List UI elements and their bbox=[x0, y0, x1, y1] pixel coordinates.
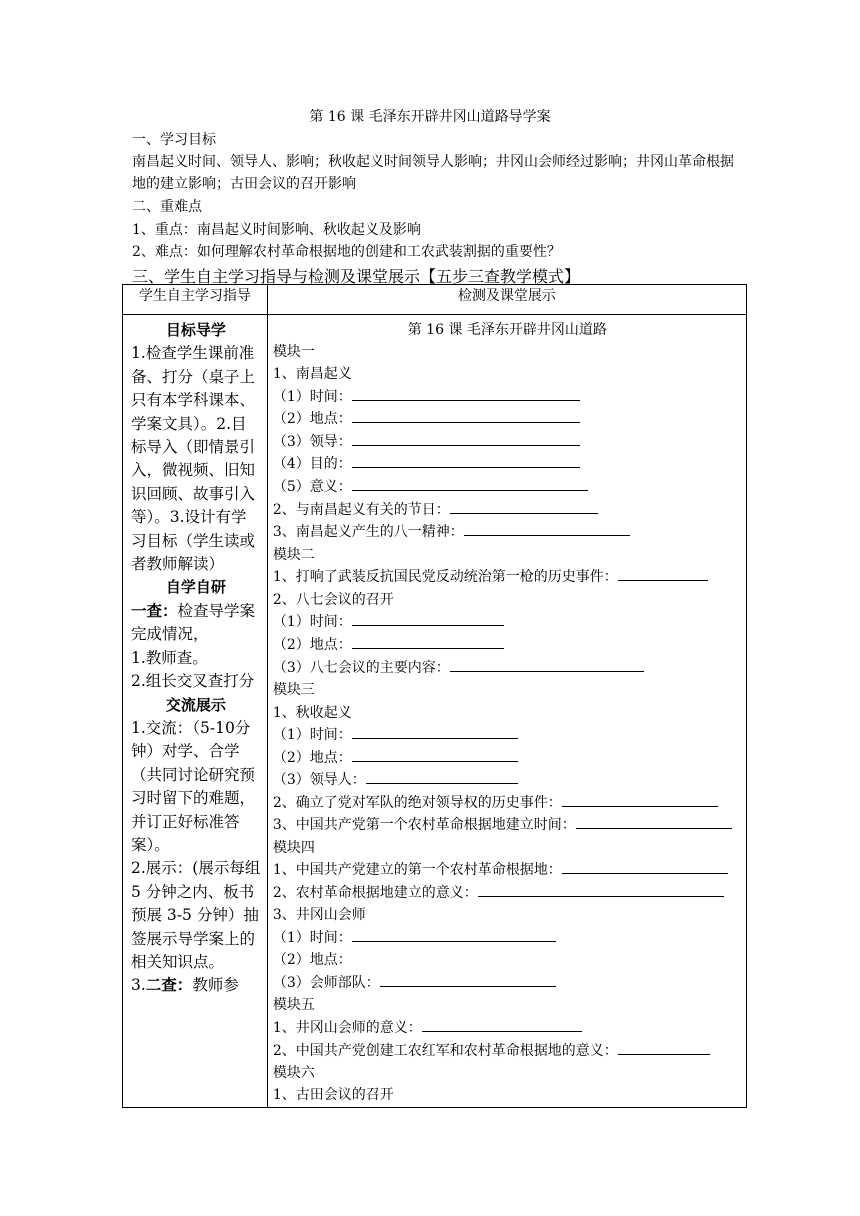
share-item-3-prefix: 3. bbox=[131, 976, 146, 995]
fill-row bbox=[273, 816, 732, 834]
document-title: 第 16 课 毛泽东开辟井冈山道路导学案 bbox=[309, 109, 551, 125]
item-gutian: 1、古田会议的召开 bbox=[272, 1087, 394, 1103]
fill-label: （1）时间： bbox=[272, 389, 352, 405]
share-item-3 bbox=[131, 974, 261, 997]
self-check-item-2: 2.组长交叉查打分 bbox=[131, 672, 255, 691]
answer-blank[interactable] bbox=[562, 861, 728, 874]
exercise-content bbox=[268, 315, 746, 1103]
fill-label: （3）八七会议的主要内容： bbox=[272, 660, 450, 676]
answer-blank[interactable] bbox=[352, 410, 580, 423]
goals-heading: 一、学习目标 bbox=[132, 132, 216, 148]
answer-blank[interactable] bbox=[352, 749, 518, 762]
answer-blank[interactable] bbox=[450, 501, 598, 514]
fill-label: 1、中国共产党建立的第一个农村革命根据地： bbox=[272, 862, 562, 878]
fill-label: （5）意义： bbox=[272, 479, 352, 495]
section-self-heading: 自学自研 bbox=[165, 578, 226, 597]
self-check-paragraph bbox=[131, 600, 261, 647]
answer-blank[interactable] bbox=[352, 929, 556, 942]
module-5-heading: 模块五 bbox=[272, 997, 315, 1013]
goals-text: 南昌起义时间、领导人、影响；秋收起义时间领导人影响；井冈山会师经过影响；井冈山革命根据地的建立影响；古田会议的召开影响 bbox=[132, 154, 734, 192]
fill-label: 2、中国共产党创建工农红军和农村革命根据地的意义： bbox=[272, 1043, 618, 1059]
fill-row bbox=[273, 568, 708, 586]
fill-row bbox=[273, 1042, 710, 1060]
module-2-heading: 模块二 bbox=[272, 547, 315, 563]
key-heading: 二、重难点 bbox=[132, 199, 202, 215]
answer-blank[interactable] bbox=[618, 568, 708, 581]
study-table bbox=[122, 284, 747, 1108]
answer-blank[interactable] bbox=[352, 388, 580, 401]
answer-blank[interactable] bbox=[352, 726, 518, 739]
fill-row bbox=[273, 501, 598, 519]
module-3-heading: 模块三 bbox=[272, 682, 315, 698]
answer-blank[interactable] bbox=[422, 1019, 582, 1032]
answer-blank[interactable] bbox=[352, 636, 504, 649]
fill-row bbox=[273, 433, 580, 451]
self-check-item-1: 1.教师查。 bbox=[131, 648, 208, 667]
target-text: 1.检查学生课前准备、打分（桌子上只有本学科课本、学案文具）。2.目标导入（即情景引入，微视频、旧知识回顾、故事引入等）。3.设计有学习目标（学生读或者教师解读） bbox=[131, 344, 256, 574]
answer-blank[interactable] bbox=[464, 523, 630, 536]
fill-row bbox=[273, 478, 588, 496]
table-heading: 三、学生自主学习指导与检测及课堂展示【五步三查教学模式】 bbox=[132, 267, 581, 286]
item-qiushou: 1、秋收起义 bbox=[272, 705, 352, 721]
fill-label: 2、农村革命根据地建立的意义： bbox=[272, 885, 478, 901]
key-point: 1、重点：南昌起义时间影响、秋收起义及影响 bbox=[132, 222, 421, 238]
module-6-heading: 模块六 bbox=[272, 1065, 315, 1081]
guide-content bbox=[123, 315, 267, 1107]
fill-label: 2、与南昌起义有关的节日： bbox=[272, 502, 450, 518]
table-body-row bbox=[123, 315, 747, 1108]
fill-row bbox=[273, 929, 556, 947]
fill-label: （1）时间： bbox=[272, 614, 352, 630]
self-check-text: 检查导学案完成情况， bbox=[131, 601, 256, 644]
difficult-point: 2、难点：如何理解农村革命根据地的创建和工农武装割据的重要性？ bbox=[132, 244, 561, 260]
fill-row bbox=[273, 410, 580, 428]
fill-label: （2）地点： bbox=[272, 411, 352, 427]
answer-blank[interactable] bbox=[576, 816, 732, 829]
fill-row bbox=[273, 726, 518, 744]
answer-blank[interactable] bbox=[380, 974, 556, 987]
lesson-title: 第 16 课 毛泽东开辟井冈山道路 bbox=[407, 322, 607, 338]
fill-row bbox=[273, 771, 518, 789]
item-baqi: 2、八七会议的召开 bbox=[272, 592, 394, 608]
fill-row bbox=[273, 1019, 582, 1037]
col1-header: 学生自主学习指导 bbox=[123, 285, 268, 315]
fill-label: （1）时间： bbox=[272, 930, 352, 946]
share-item-2: 2.展示：(展示每组 5 分钟之内、板书预展 3-5 分钟）抽签展示导学案上的相关知识点。 bbox=[131, 859, 261, 971]
fill-row bbox=[273, 613, 504, 631]
fill-row bbox=[273, 884, 724, 902]
fill-label: （2）地点： bbox=[272, 952, 352, 968]
fill-label: 3、南昌起义产生的八一精神： bbox=[272, 524, 464, 540]
module-4-heading: 模块四 bbox=[272, 840, 315, 856]
exercise-cell bbox=[267, 315, 746, 1108]
fill-label: （2）地点： bbox=[272, 750, 352, 766]
fill-label: 1、井冈山会师的意义： bbox=[272, 1020, 422, 1036]
fill-row bbox=[273, 636, 504, 654]
fill-label: 1、打响了武装反抗国民党反动统治第一枪的历史事件： bbox=[272, 569, 618, 585]
answer-blank[interactable] bbox=[366, 771, 518, 784]
share-item-1: 1.交流：（5-10分钟）对学、合学（共同讨论研究预习时留下的难题，并订正好标准答案）。 bbox=[131, 718, 256, 854]
module-1-heading: 模块一 bbox=[272, 344, 315, 360]
fill-row bbox=[273, 523, 630, 541]
share-item-3-bold: 二查： bbox=[145, 976, 193, 995]
table-header-row bbox=[123, 285, 747, 315]
fill-row bbox=[273, 388, 580, 406]
section-share-heading: 交流展示 bbox=[165, 695, 226, 714]
fill-row bbox=[273, 861, 728, 879]
fill-label: （2）地点： bbox=[272, 637, 352, 653]
answer-blank[interactable] bbox=[352, 433, 580, 446]
fill-row bbox=[273, 659, 644, 677]
fill-label: 2、确立了党对军队的绝对领导权的历史事件： bbox=[272, 795, 562, 811]
answer-blank[interactable] bbox=[450, 659, 644, 672]
fill-row bbox=[273, 974, 556, 992]
fill-row bbox=[273, 794, 718, 812]
fill-row bbox=[273, 455, 580, 473]
fill-label: （4）目的： bbox=[272, 456, 352, 472]
fill-label: （3）领导人： bbox=[272, 772, 366, 788]
fill-label: 3、中国共产党第一个农村革命根据地建立时间： bbox=[272, 817, 576, 833]
answer-blank[interactable] bbox=[562, 794, 718, 807]
answer-blank[interactable] bbox=[352, 455, 580, 468]
share-item-3-text: 教师参 bbox=[192, 976, 239, 995]
self-check-bold: 一查： bbox=[131, 601, 178, 620]
answer-blank[interactable] bbox=[478, 884, 724, 897]
item-huishi: 3、井冈山会师 bbox=[272, 907, 366, 923]
answer-blank[interactable] bbox=[618, 1042, 710, 1055]
section-target-heading: 目标导学 bbox=[165, 321, 226, 339]
fill-row bbox=[273, 749, 518, 767]
fill-label: （1）时间： bbox=[272, 727, 352, 743]
answer-blank[interactable] bbox=[352, 613, 504, 626]
item-nanchang: 1、南昌起义 bbox=[272, 366, 352, 382]
fill-label: （3）领导： bbox=[272, 434, 352, 450]
guide-cell bbox=[123, 315, 268, 1108]
col2-header: 检测及课堂展示 bbox=[267, 285, 746, 315]
fill-label: （3）会师部队： bbox=[272, 975, 380, 991]
answer-blank[interactable] bbox=[352, 478, 588, 491]
